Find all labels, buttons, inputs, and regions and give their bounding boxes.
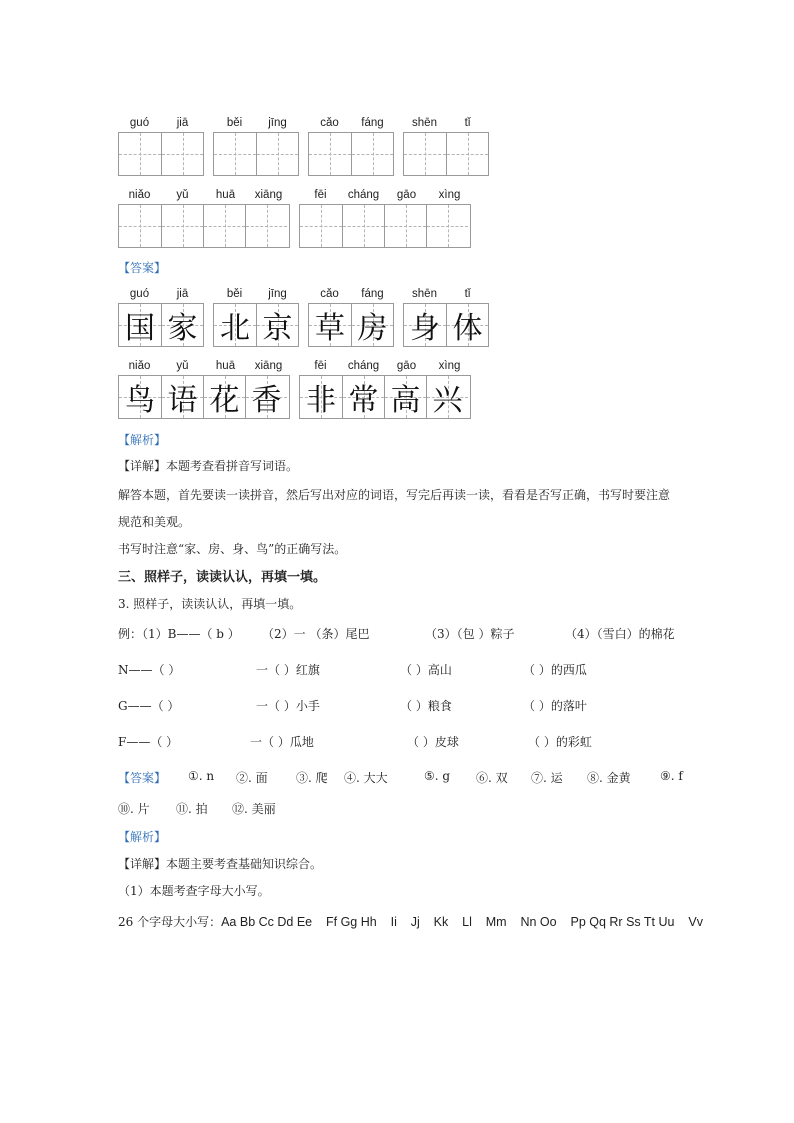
pinyin-row: [403, 287, 489, 303]
answer-item: ⑦. 运: [531, 771, 563, 785]
pinyin: jīng: [268, 117, 287, 129]
fill-d: （ ）的彩虹: [528, 735, 592, 749]
word-group: [299, 188, 471, 248]
character: 兴: [432, 383, 463, 418]
word-group: [308, 287, 394, 347]
tianzige-boxes: [308, 132, 394, 176]
tianzige-box: [119, 304, 161, 346]
word-group: [403, 287, 489, 347]
pinyin: huā: [215, 360, 236, 372]
character: [119, 133, 161, 175]
character: 体: [452, 311, 483, 346]
word-group: [118, 188, 290, 248]
pinyin: běi: [226, 288, 243, 300]
character: 非: [306, 383, 336, 418]
pinyin-row: [403, 116, 489, 132]
character: 国: [125, 311, 155, 346]
character: [257, 133, 298, 175]
example-a: 例：（1）B——（ b ）: [118, 627, 240, 641]
tianzige-box: [404, 133, 446, 175]
character: 身: [410, 311, 440, 346]
character: 高: [390, 383, 421, 418]
word-group: [299, 359, 471, 419]
tianzige-boxes: [403, 303, 489, 347]
word-group: [118, 287, 204, 347]
tianzige-box: [300, 205, 342, 247]
character: [427, 205, 468, 247]
character: 京: [262, 311, 293, 346]
tianzige-box: [203, 205, 245, 247]
character: 房: [357, 311, 388, 346]
character: [343, 205, 384, 247]
pinyin: niǎo: [128, 189, 151, 201]
character: [404, 133, 446, 175]
character: 家: [167, 311, 198, 346]
example-c: （3）（包 ）粽子: [425, 627, 515, 641]
tianzige-box: [214, 133, 256, 175]
pinyin: shēn: [412, 288, 437, 300]
question-row-1: [118, 116, 498, 176]
pinyin: fēi: [314, 189, 327, 201]
alphabet-line: [118, 913, 703, 930]
tianzige-boxes: [118, 132, 204, 176]
character: [352, 133, 393, 175]
character: [119, 205, 161, 247]
pinyin: yǔ: [176, 189, 189, 201]
paragraph: 规范和美观。: [118, 515, 191, 529]
tianzige-box: [161, 304, 203, 346]
paragraph: 解答本题，首先要读一读拼音，然后写出对应的词语，写完后再读一读，看看是否写正确，书写时要注意: [118, 488, 671, 502]
tianzige-box: [161, 205, 203, 247]
pinyin: cháng: [347, 189, 380, 201]
character: [447, 133, 488, 175]
tianzige-box: [342, 376, 384, 418]
character: 鸟: [125, 383, 155, 418]
fill-c: （ ）粮食: [400, 699, 452, 713]
character: [214, 133, 256, 175]
character: 常: [348, 383, 379, 418]
character: [162, 133, 203, 175]
tianzige-boxes: [299, 204, 471, 248]
tianzige-boxes: [213, 303, 299, 347]
fill-b: 一（ ）小手: [256, 699, 320, 713]
question-title: 3. 照样子，读读认认，再填一填。: [118, 597, 302, 611]
tianzige-box: [426, 205, 468, 247]
pinyin: xiāng: [254, 360, 283, 372]
fill-d: （ ）的落叶: [523, 699, 587, 713]
character: [385, 205, 426, 247]
pinyin: shēn: [412, 117, 437, 129]
character: [309, 133, 351, 175]
tianzige-boxes: [118, 375, 290, 419]
answer-item: ⑪. 拍: [176, 802, 208, 816]
pinyin-row: [213, 287, 299, 303]
tianzige-box: [446, 304, 488, 346]
tianzige-boxes: [299, 375, 471, 419]
tianzige-boxes: [403, 132, 489, 176]
pinyin-row: [308, 287, 394, 303]
character: 草: [315, 311, 345, 346]
tianzige-box: [446, 133, 488, 175]
pinyin: cǎo: [320, 117, 339, 129]
tianzige-box: [203, 376, 245, 418]
answer-item: ⑥. 双: [476, 771, 508, 785]
word-group: [403, 116, 489, 176]
word-group: [213, 287, 299, 347]
tianzige-box: [309, 133, 351, 175]
character: [204, 205, 245, 247]
pinyin-row: [213, 116, 299, 132]
answer-item: ⑩. 片: [118, 802, 150, 816]
pinyin: jiā: [176, 117, 189, 129]
pinyin: gāo: [396, 360, 417, 372]
tianzige-box: [119, 376, 161, 418]
word-group: [118, 359, 290, 419]
character: 语: [167, 383, 198, 418]
question-row-2: [118, 188, 480, 248]
fill-c: （ ）皮球: [407, 735, 459, 749]
pinyin: tǐ: [464, 117, 471, 129]
pinyin-row: [308, 116, 394, 132]
pinyin-row: [118, 359, 290, 375]
alphabet-label: 26 个字母大小写：: [118, 915, 222, 929]
pinyin: gāo: [396, 189, 417, 201]
tianzige-boxes: [118, 204, 290, 248]
fill-d: （ ）的西瓜: [523, 663, 587, 677]
detail-text: 【详解】本题考查看拼音写词语。: [118, 459, 299, 473]
tianzige-boxes: [213, 132, 299, 176]
tianzige-box: [342, 205, 384, 247]
tianzige-box: [300, 376, 342, 418]
section-heading: 三、照样子，读读认认，再填一填。: [118, 570, 327, 585]
fill-a: G——（ ）: [118, 699, 180, 713]
tianzige-boxes: [308, 303, 394, 347]
fill-a: N——（ ）: [118, 663, 181, 677]
paragraph: 书写时注意“家、房、身、鸟”的正确写法。: [118, 542, 347, 556]
pinyin: fáng: [361, 117, 384, 129]
tianzige-box: [119, 133, 161, 175]
example-b: （2）一 （条）尾巴: [262, 627, 370, 641]
fill-a: F——（ ）: [118, 735, 179, 749]
answer-item: ③. 爬: [296, 771, 328, 785]
sub-point: （1）本题考查字母大小写。: [118, 884, 270, 898]
tianzige-box: [214, 304, 256, 346]
pinyin: cháng: [347, 360, 380, 372]
tianzige-box: [161, 133, 203, 175]
tianzige-box: [161, 376, 203, 418]
pinyin: xìng: [438, 360, 461, 372]
pinyin: jīng: [268, 288, 287, 300]
answer-item: ⑤. g: [424, 769, 451, 783]
pinyin-row: [299, 188, 471, 204]
character: 香: [251, 383, 282, 418]
pinyin: jiā: [176, 288, 189, 300]
answer-row-2: [118, 359, 480, 419]
tianzige-box: [256, 133, 298, 175]
analysis-tag: 【解析】: [118, 830, 167, 844]
analysis-tag: 【解析】: [118, 433, 167, 447]
fill-c: （ ）高山: [400, 663, 452, 677]
pinyin-row: [299, 359, 471, 375]
pinyin: cǎo: [320, 288, 339, 300]
character: 北: [220, 311, 250, 346]
tianzige-box: [426, 376, 468, 418]
alphabet-letters: Aa Bb Cc Dd Ee Ff Gg Hh Ii Jj Kk Ll Mm Nn Oo Pp Qq Rr Ss Tt Uu Vv: [221, 915, 703, 929]
answer-tag: 【答案】: [118, 771, 167, 785]
pinyin: guó: [129, 288, 150, 300]
detail-text: 【详解】本题主要考查基础知识综合。: [118, 857, 323, 871]
pinyin: běi: [226, 117, 243, 129]
fill-b: 一（ ）红旗: [256, 663, 320, 677]
character: [162, 205, 203, 247]
answer-tag: 【答案】: [118, 261, 167, 275]
answer-row-1: [118, 287, 498, 347]
example-d: （4）（雪白）的棉花: [565, 627, 675, 641]
tianzige-box: [384, 376, 426, 418]
pinyin-row: [118, 116, 204, 132]
tianzige-box: [245, 205, 287, 247]
pinyin-row: [118, 188, 290, 204]
tianzige-box: [351, 133, 393, 175]
fill-b: 一（ ）瓜地: [250, 735, 314, 749]
answer-item: ⑫. 美丽: [232, 802, 276, 816]
tianzige-box: [119, 205, 161, 247]
pinyin: fáng: [361, 288, 384, 300]
tianzige-box: [351, 304, 393, 346]
answer-item: ⑧. 金黄: [587, 771, 631, 785]
answer-item: ④. 大大: [344, 771, 388, 785]
character: [246, 205, 287, 247]
pinyin: yǔ: [176, 360, 189, 372]
tianzige-box: [245, 376, 287, 418]
pinyin: xìng: [438, 189, 461, 201]
character: 花: [209, 383, 240, 418]
pinyin-row: [118, 287, 204, 303]
tianzige-box: [309, 304, 351, 346]
answer-item: ⑨. f: [660, 769, 683, 783]
pinyin: fēi: [314, 360, 327, 372]
pinyin: xiāng: [254, 189, 283, 201]
tianzige-box: [256, 304, 298, 346]
pinyin: niǎo: [128, 360, 151, 372]
tianzige-box: [384, 205, 426, 247]
pinyin: huā: [215, 189, 236, 201]
answer-item: ①. n: [188, 769, 215, 783]
answer-item: ②. 面: [236, 771, 268, 785]
word-group: [308, 116, 394, 176]
tianzige-box: [404, 304, 446, 346]
tianzige-boxes: [118, 303, 204, 347]
pinyin: guó: [129, 117, 150, 129]
character: [300, 205, 342, 247]
word-group: [118, 116, 204, 176]
word-group: [213, 116, 299, 176]
pinyin: tǐ: [464, 288, 471, 300]
